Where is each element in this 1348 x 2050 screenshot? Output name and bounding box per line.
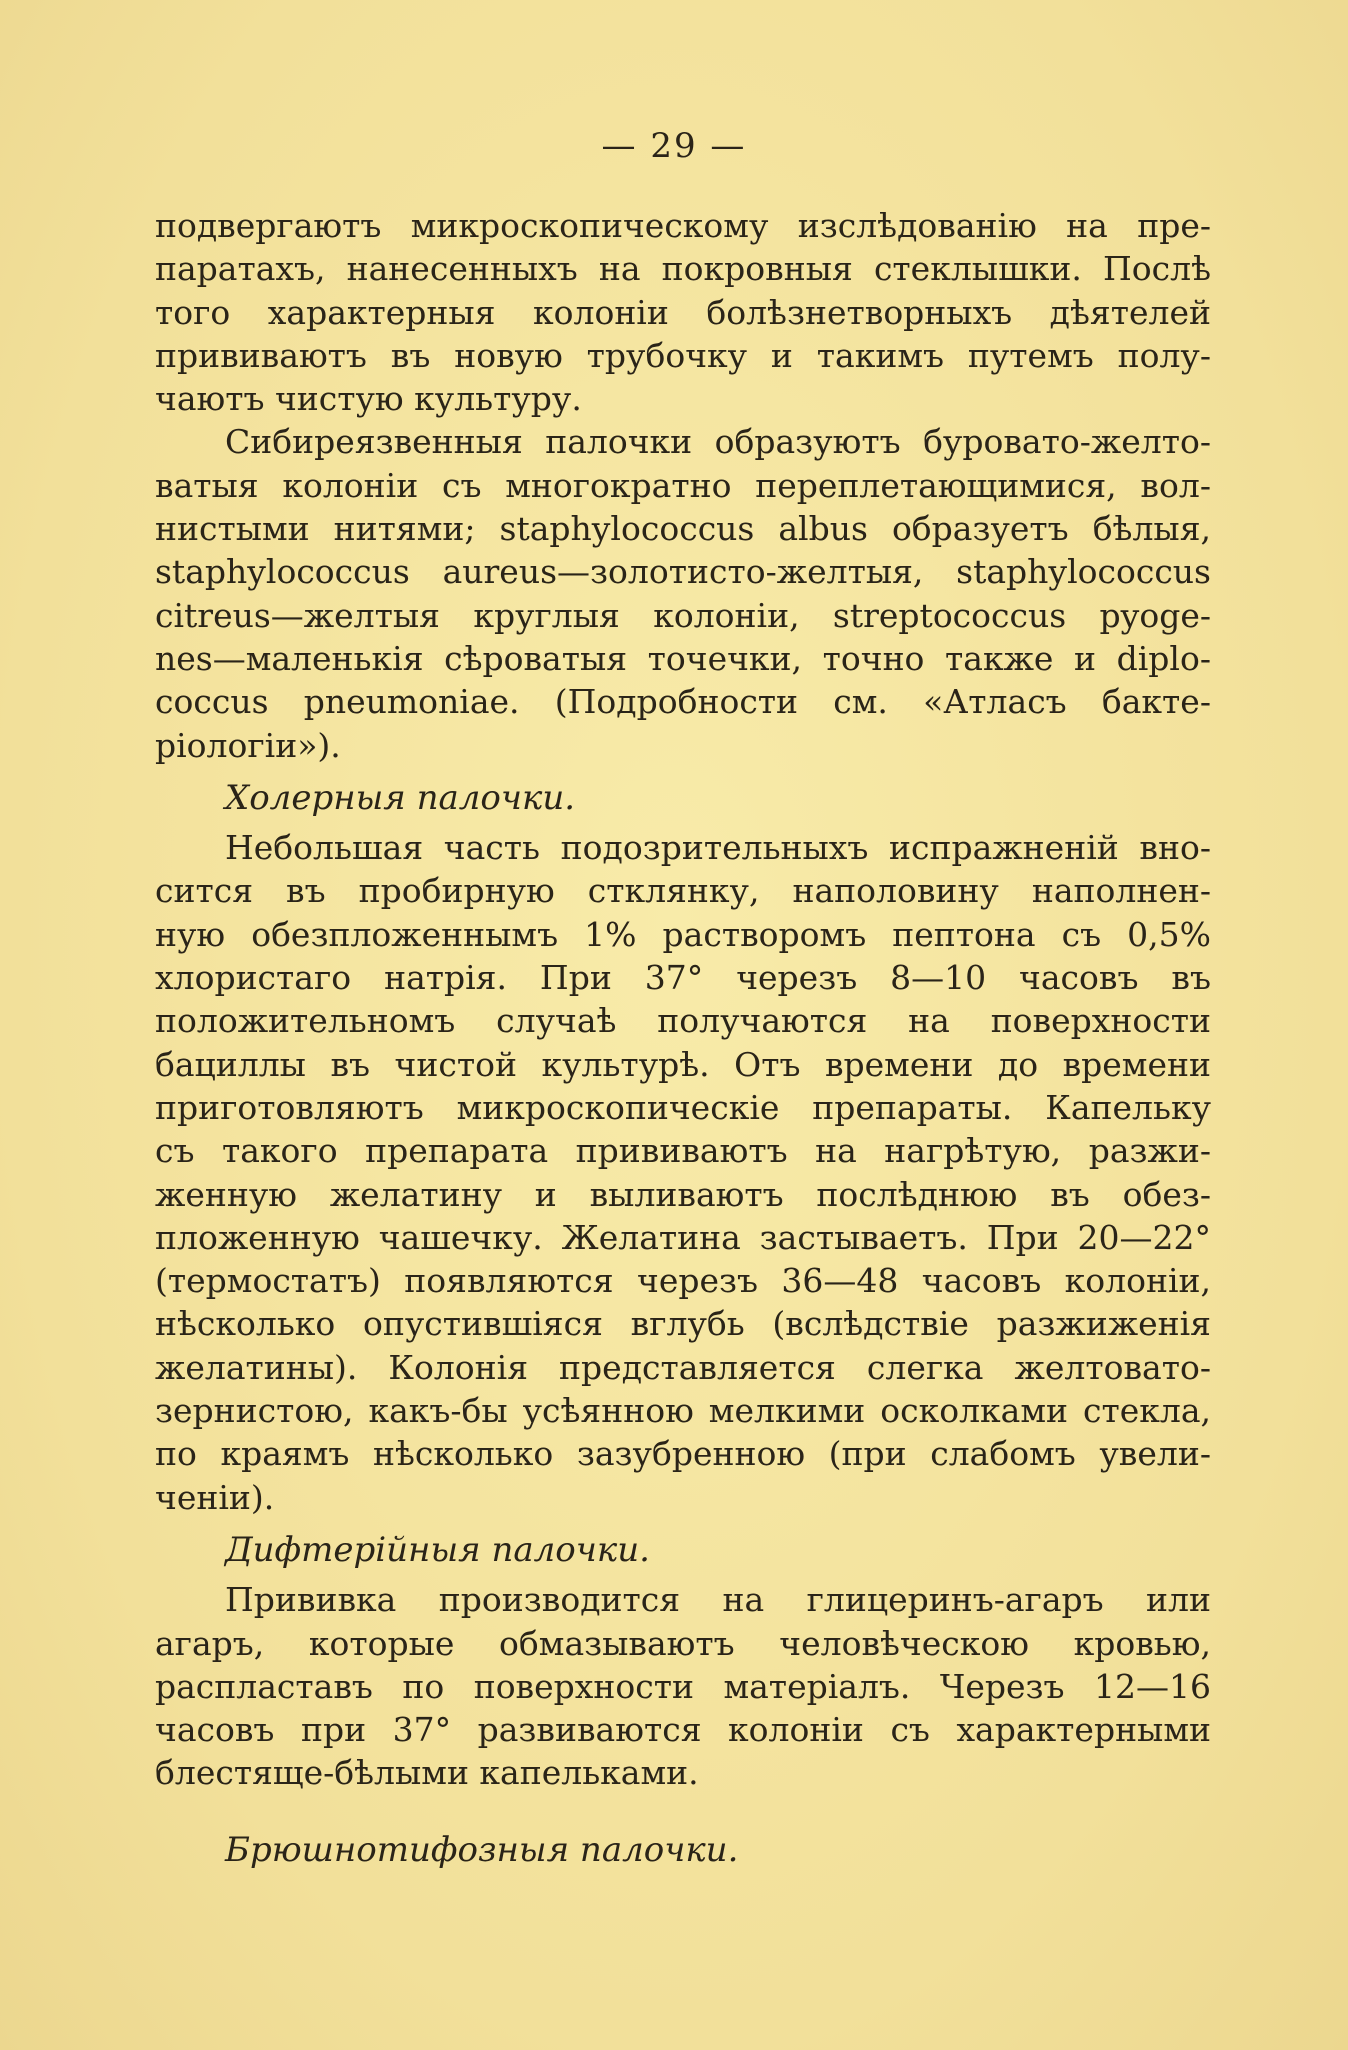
section-heading-diphtheria: Дифтерійныя палочки.: [225, 1529, 650, 1570]
text-line: распластавъ по поверхности матеріалъ. Черезъ 12—16: [155, 1666, 1211, 1706]
text-line: прививаютъ въ новую трубочку и такимъ путемъ полу-: [155, 335, 1211, 375]
text-line: nes—маленькія сѣроватыя точечки, точно также и diplo-: [155, 638, 1211, 678]
page-number: — 29 —: [601, 126, 747, 166]
text-line: хлористаго натрія. При 37° черезъ 8—10 часовъ въ: [155, 958, 1211, 998]
text-line: ватыя колоніи съ многократно переплетающимися, вол-: [155, 465, 1211, 505]
text-line: staphylococcus aureus—золотисто-желтыя, staphylococcus: [155, 552, 1211, 592]
text-line: нѣсколько опустившіяся вглубь (вслѣдствіе разжиженія: [155, 1304, 1211, 1344]
text-line: агаръ, которые обмазываютъ человѣческою кровью,: [155, 1623, 1211, 1663]
text-line: приготовляютъ микроскопическіе препараты. Капельку: [155, 1087, 1211, 1127]
text-line: ріологіи»).: [155, 725, 341, 765]
text-line: (термостатъ) появляются черезъ 36—48 часовъ колоніи,: [155, 1261, 1211, 1301]
text-line: Небольшая часть подозрительныхъ испражненій вно-: [225, 828, 1211, 868]
text-line: подвергаютъ микроскопическому изслѣдованію на пре-: [155, 206, 1211, 245]
text-line: нистыми нитями; staphylococcus albus образуетъ бѣлыя,: [155, 509, 1211, 549]
text-line: Прививка производится на глицеринъ-агаръ или: [225, 1580, 1211, 1620]
text-line: желатины). Колонія представляется слегка желтовато-: [155, 1347, 1211, 1387]
body-text: [155, 204, 1211, 1878]
text-line: coccus pneumoniae. (Подробности см. «Атласъ бакте-: [155, 682, 1211, 722]
text-line: ную обезпложеннымъ 1% растворомъ пептона съ 0,5%: [155, 914, 1211, 954]
text-line: того характерныя колоніи болѣзнетворныхъ дѣятелей: [155, 292, 1211, 332]
text-line: зернистою, какъ-бы усѣянною мелкими осколками стекла,: [155, 1391, 1211, 1431]
text-line: Сибиреязвенныя палочки образуютъ буровато-желто-: [225, 422, 1211, 462]
text-line: женную желатину и выливаютъ послѣднюю въ обез-: [155, 1174, 1211, 1214]
text-line: ченіи).: [155, 1477, 275, 1517]
text-line: по краямъ нѣсколько зазубренною (при слабомъ увели-: [155, 1434, 1211, 1474]
text-line: citreus—желтыя круглыя колоніи, streptococcus pyoge-: [155, 595, 1211, 635]
section-heading-typhoid: Брюшнотифозныя палочки.: [225, 1829, 739, 1870]
text-line: сится въ пробирную стклянку, наполовину наполнен-: [155, 871, 1211, 911]
text-line: чаютъ чистую культуру.: [155, 379, 582, 419]
text-line: часовъ при 37° развиваются колоніи съ характерными: [155, 1710, 1211, 1750]
text-line: пложенную чашечку. Желатина застываетъ. При 20—22°: [155, 1217, 1211, 1257]
text-line: блестяще-бѣлыми капельками.: [155, 1753, 699, 1793]
text-line: съ такого препарата прививаютъ на нагрѣтую, разжи-: [155, 1131, 1211, 1171]
section-heading-cholera: Холерныя палочки.: [225, 777, 576, 818]
text-line: бациллы въ чистой культурѣ. Отъ времени до времени: [155, 1044, 1211, 1084]
text-line: паратахъ, нанесенныхъ на покровныя стеклышки. Послѣ: [155, 249, 1211, 289]
text-line: положительномъ случаѣ получаются на поверхности: [155, 1001, 1211, 1041]
